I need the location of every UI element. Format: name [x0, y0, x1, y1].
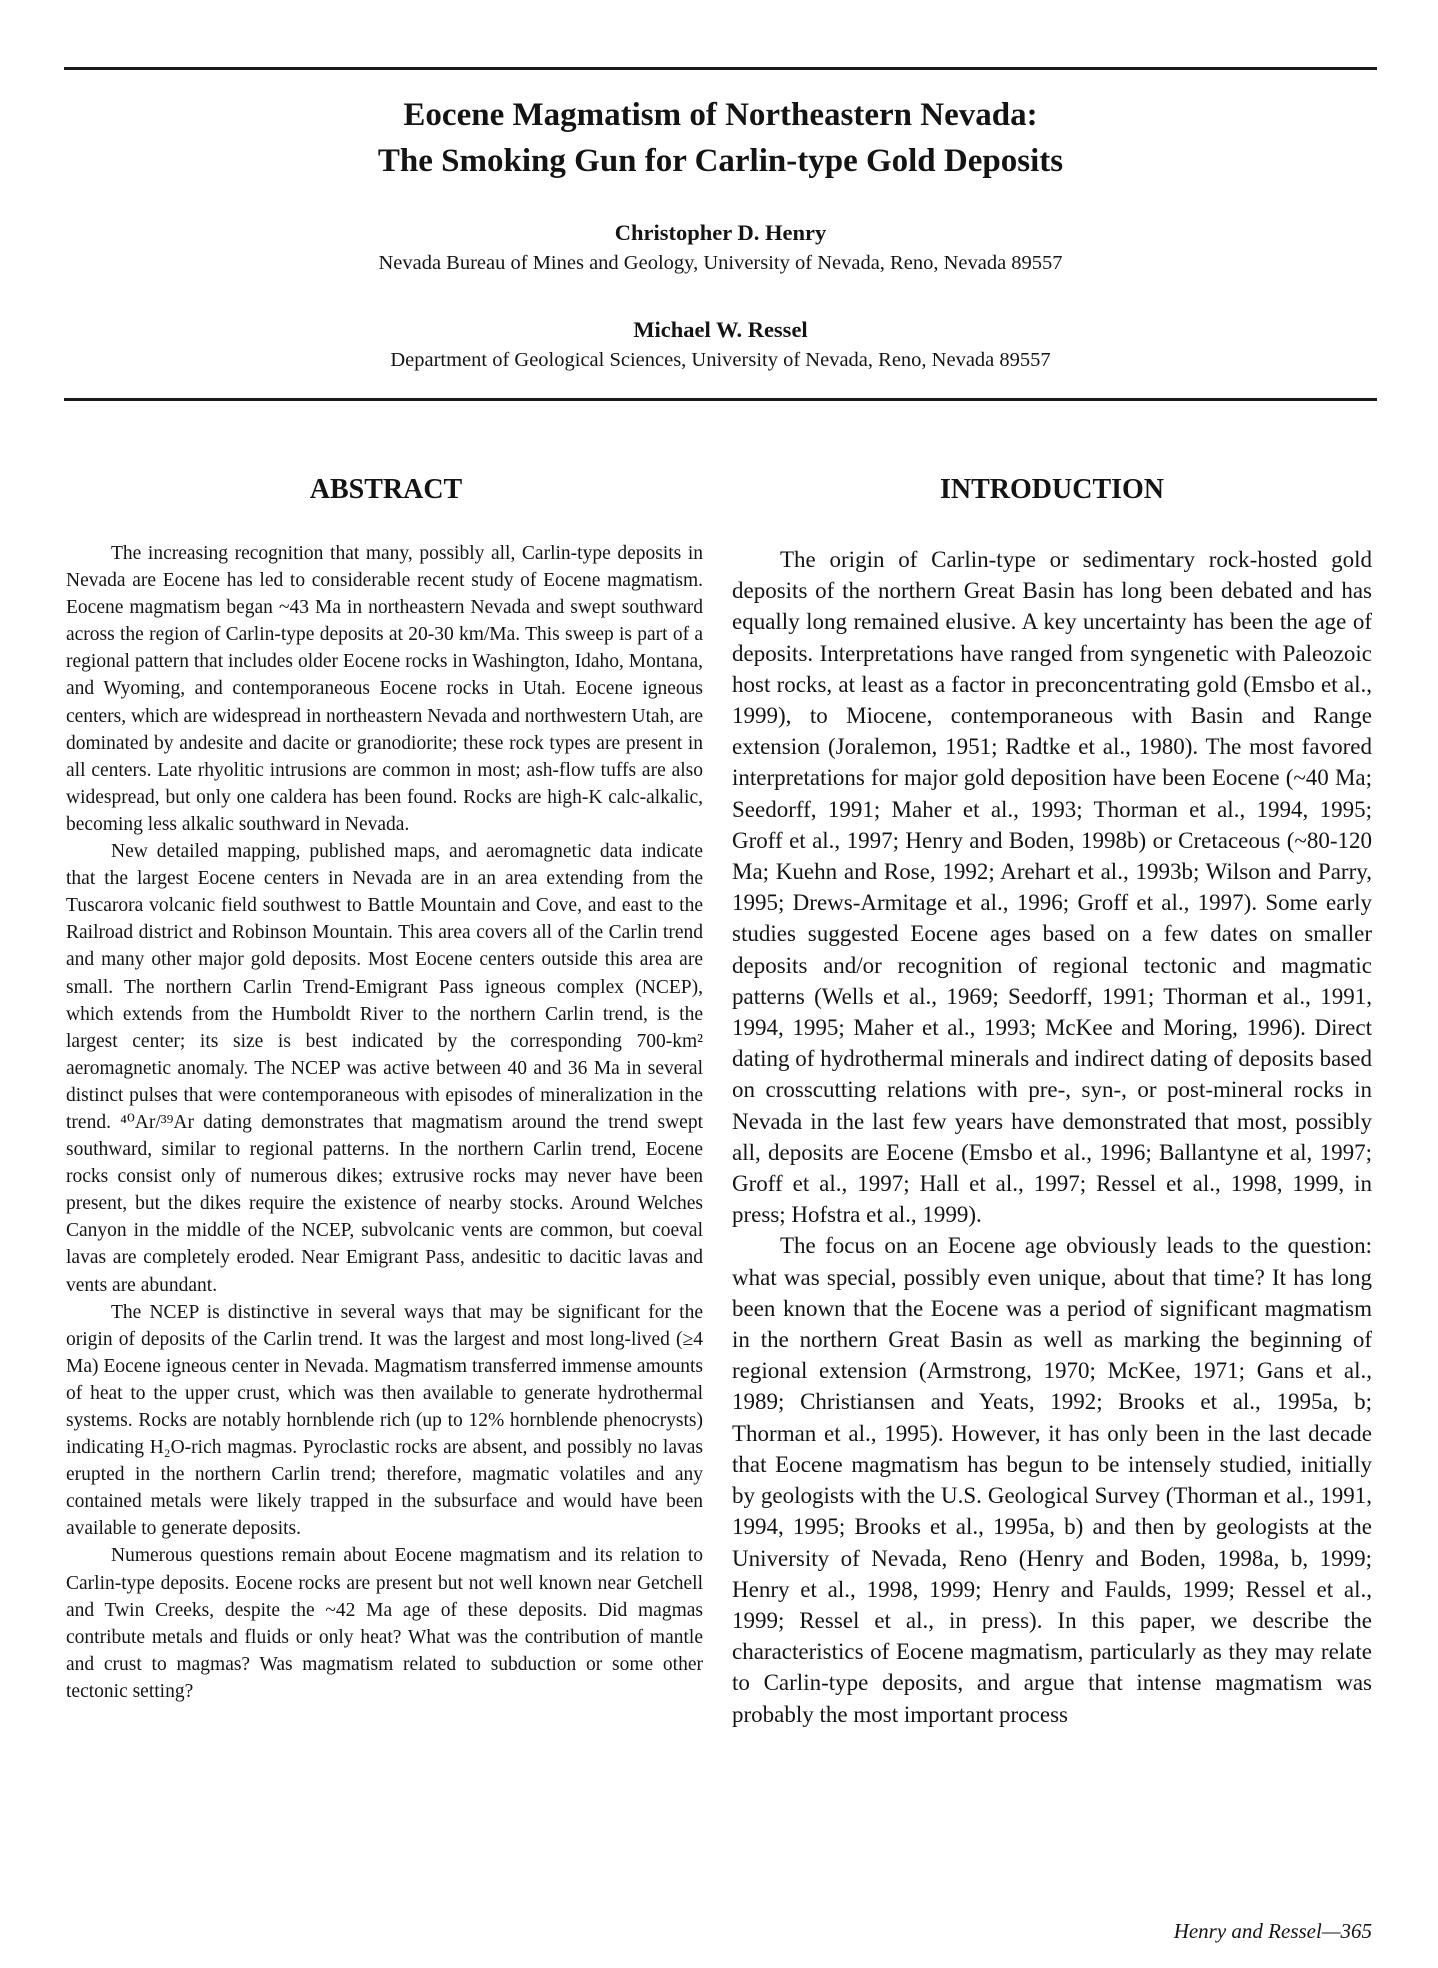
introduction-column — [732, 544, 1372, 1730]
author-affiliation: Nevada Bureau of Mines and Geology, University of Nevada, Reno, Nevada 89557 — [378, 252, 1063, 274]
page-footer: Henry and Ressel—365 — [1173, 1919, 1372, 1943]
paper-title — [64, 92, 1377, 184]
author-affiliation: Department of Geological Sciences, University of Nevada, Reno, Nevada 89557 — [390, 349, 1051, 371]
top-rule — [64, 67, 1377, 70]
abstract-heading: ABSTRACT — [309, 474, 463, 505]
introduction-paragraph: The origin of Carlin-type or sedimentary rock-hosted gold deposits of the northern Great Basin has long been debated and has equally long remained elusive. A key uncertainty has been the age of deposits. Interpretations have ranged from syngenetic with Paleozoic host rocks, at least as a factor in preconcentrating gold (Emsbo et al., 1999), to Miocene, contemporaneous with Basin and Range extension (Joralemon, 1951; Radtke et al., 1980). The most favored interpretations for major gold deposition have been Eocene (~40 Ma; Seedorff, 1991; Maher et al., 1993; Thorman et al., 1994, 1995; Groff et al., 1997; Henry and Boden, 1998b) or Cretaceous (~80-120 Ma; Kuehn and Rose, 1992; Arehart et al., 1993b; Wilson and Parry, 1995; Drews-Armitage et al., 1996; Groff et al., 1997). Some early studies suggested Eocene ages based on a few dates on smaller deposits and/or recognition of regional tectonic and magmatic patterns (Wells et al., 1969; Seedorff, 1991; Thorman et al., 1991, 1994, 1995; Maher et al., 1993; McKee and Moring, 1996). Direct dating of hydrothermal minerals and indirect dating of deposits based on crosscutting relations with pre-, syn-, or post-mineral rocks in Nevada in the last few years have demonstrated that most, possibly all, deposits are Eocene (Emsbo et al., 1996; Ballantyne et al, 1997; Groff et al., 1997; Hall et al., 1997; Ressel et al., 1998, 1999, in press; Hofstra et al., 1999). — [732, 547, 1372, 1228]
author-name: Michael W. Ressel — [633, 317, 808, 342]
title-line-1: Eocene Magmatism of Northeastern Nevada: — [403, 97, 1038, 133]
abstract-column — [66, 540, 703, 1705]
abstract-paragraph: The NCEP is distinctive in several ways that may be significant for the origin of deposits of the Carlin trend. It was the largest and most long-lived (≥4 Ma) Eocene igneous center in Nevada. Magmatism transferred immense amounts of heat to the upper crust, which was then available to generate hydrothermal systems. Rocks are notably hornblende rich (up to 12% hornblende phenocrysts) indicating H₂O-rich magmas. Pyroclastic rocks are absent, and possibly no lavas erupted in the northern Carlin trend; therefore, magmatic volatiles and any contained metals were likely trapped in the subsurface and would have been available to generate deposits. — [66, 1301, 703, 1540]
author-block-2 — [64, 315, 1377, 375]
introduction-heading: INTRODUCTION — [939, 474, 1165, 505]
header-bottom-rule — [64, 398, 1377, 401]
author-block-1 — [64, 218, 1377, 278]
abstract-paragraph: The increasing recognition that many, possibly all, Carlin-type deposits in Nevada are Eocene has led to considerable recent study of Eocene magmatism. Eocene magmatism began ~43 Ma in northeastern Nevada and swept southward across the region of Carlin-type deposits at 20-30 km/Ma. This sweep is part of a regional pattern that includes older Eocene rocks in Washington, Idaho, Montana, and Wyoming, and contemporaneous Eocene rocks in Utah. Eocene igneous centers, which are widespread in northeastern Nevada and northwestern Utah, are dominated by andesite and dacite or granodiorite; these rock types are present in all centers. Late rhyolitic intrusions are common in most; ash-flow tuffs are also widespread, but only one caldera has been found. Rocks are high-K calc-alkalic, becoming less alkalic southward in Nevada. — [66, 543, 703, 835]
abstract-paragraph: New detailed mapping, published maps, and aeromagnetic data indicate that the largest Eocene centers in Nevada are in an area extending from the Tuscarora volcanic field southwest to Battle Mountain and Cove, and east to the Railroad district and Robinson Mountain. This area covers all of the Carlin trend and many other major gold deposits. Most Eocene centers outside this area are small. The northern Carlin Trend-Emigrant Pass igneous complex (NCEP), which extends from the Humboldt River to the northern Carlin trend, is the largest center; its size is best indicated by the corresponding 700-km² aeromagnetic anomaly. The NCEP was active between 40 and 36 Ma in several distinct pulses that were contemporaneous with episodes of mineralization in the trend. ⁴⁰Ar/³⁹Ar dating demonstrates that magmatism around the trend swept southward, similar to regional patterns. In the northern Carlin trend, Eocene rocks consist only of numerous dikes; extrusive rocks may never have been present, but the dikes require the existence of nearby stocks. Around Welches Canyon in the middle of the NCEP, subvolcanic vents are common, but coeval lavas are completely eroded. Near Emigrant Pass, andesitic to dacitic lavas and vents are abundant. — [66, 841, 703, 1296]
introduction-paragraph: The focus on an Eocene age obviously leads to the question: what was special, possibly even unique, about that time? It has long been known that the Eocene was a period of significant magmatism in the northern Great Basin as well as marking the beginning of regional extension (Armstrong, 1970; McKee, 1971; Gans et al., 1989; Christiansen and Yeats, 1992; Brooks et al., 1995a, b; Thorman et al., 1995). However, it has only been in the last decade that Eocene magmatism has begun to be intensely studied, initially by geologists with the U.S. Geological Survey (Thorman et al., 1991, 1994, 1995; Brooks et al., 1995a, b) and then by geologists at the University of Nevada, Reno (Henry and Boden, 1998a, b, 1999; Henry et al., 1998, 1999; Henry and Faulds, 1999; Ressel et al., 1999; Ressel et al., in press). In this paper, we describe the characteristics of Eocene magmatism, particularly as they may relate to Carlin-type deposits, and argue that intense magmatism was probably the most important process — [732, 1233, 1372, 1727]
author-name: Christopher D. Henry — [614, 220, 827, 245]
title-line-2: The Smoking Gun for Carlin-type Gold Deposits — [377, 143, 1064, 179]
abstract-paragraph: Numerous questions remain about Eocene magmatism and its relation to Carlin-type deposits. Eocene rocks are present but not well known near Getchell and Twin Creeks, despite the ~42 Ma age of these deposits. Did magmas contribute metals and fluids or only heat? What was the contribution of mantle and crust to magmas? Was magmatism related to subduction or some other tectonic setting? — [66, 1545, 703, 1702]
